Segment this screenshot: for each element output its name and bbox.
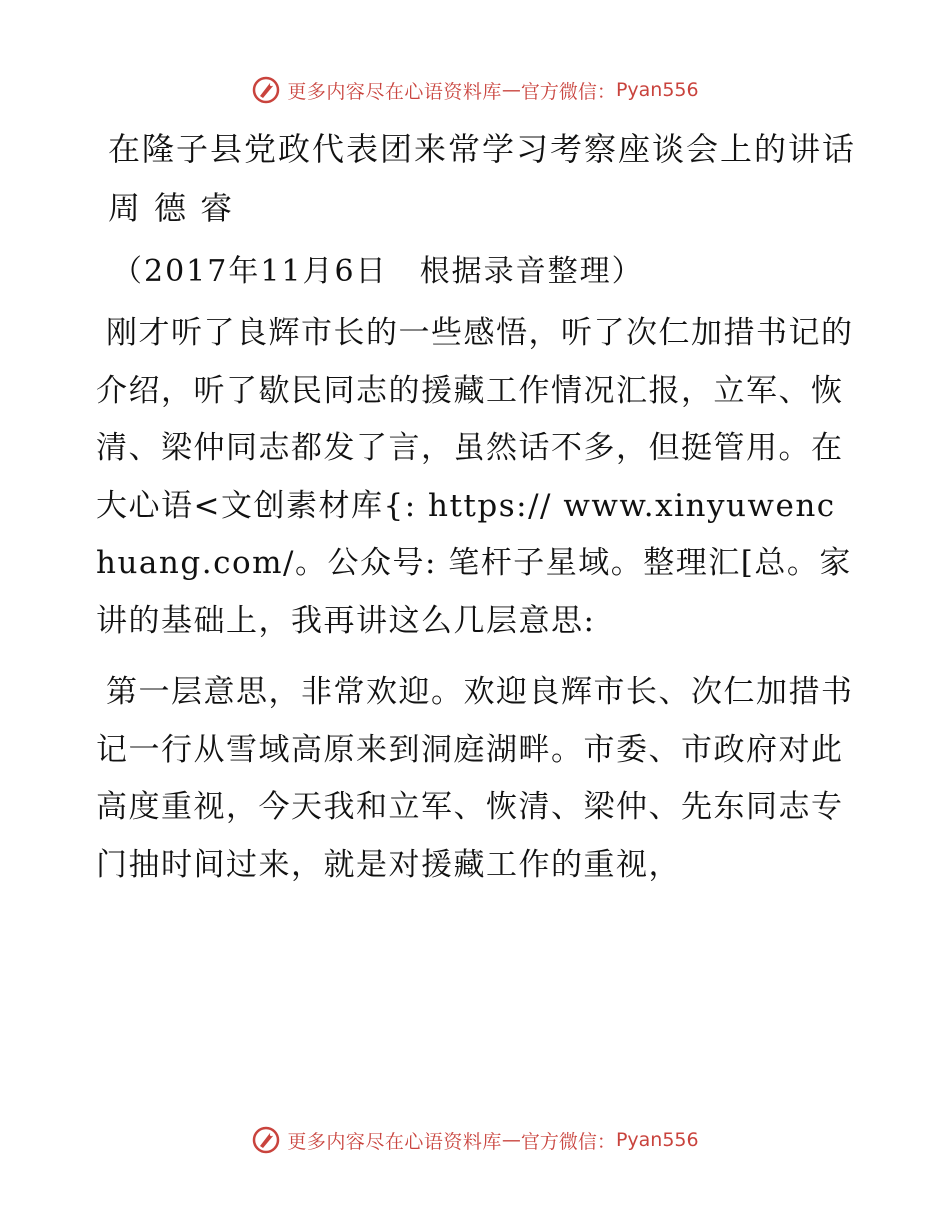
header-watermark-banner	[0, 72, 950, 108]
document-title: 在隆子县党政代表团来常学习考察座谈会上的讲话	[108, 130, 857, 168]
banner-slogan: 更多内容尽在心语资料库	[287, 80, 502, 103]
document-body	[96, 126, 856, 894]
banner-wechat-label: 官方微信：	[520, 1130, 616, 1153]
banner-slogan: 更多内容尽在心语资料库	[287, 1130, 502, 1153]
banner-dash: —	[501, 1129, 521, 1151]
pen-nib-logo-icon	[251, 75, 281, 105]
pen-nib-logo-icon	[251, 1125, 281, 1155]
banner-wechat-id: Pyan556	[615, 1129, 699, 1151]
document-date-line: （2017年11月6日 根据录音整理）	[112, 254, 644, 289]
paragraph-2: 第一层意思，非常欢迎。欢迎良辉市长、次仁加措书记一行从雪域高原来到洞庭湖畔。市委、市政府对此高度重视，今天我和立军、恢清、梁仲、先东同志专门抽时间过来，就是对援藏工作的重视，	[96, 674, 854, 883]
banner-wechat-label: 官方微信：	[520, 80, 616, 103]
banner-wechat-id: Pyan556	[615, 79, 699, 101]
paragraph-1: 刚才听了良辉市长的一些感悟，听了次仁加措书记的介绍，听了歇民同志的援藏工作情况汇报，立军、恢清、梁仲同志都发了言，虽然话不多，但挺管用。在大心语<文创素材库{: https:// www.xinyuwenchuang.com/。公众号: 笔杆子星域。整理汇[总。家讲的基础上，我再讲这么几层意思:	[96, 315, 854, 639]
document-author: 周德睿	[108, 189, 247, 227]
footer-watermark-banner	[0, 1122, 950, 1158]
banner-dash: —	[501, 79, 521, 101]
